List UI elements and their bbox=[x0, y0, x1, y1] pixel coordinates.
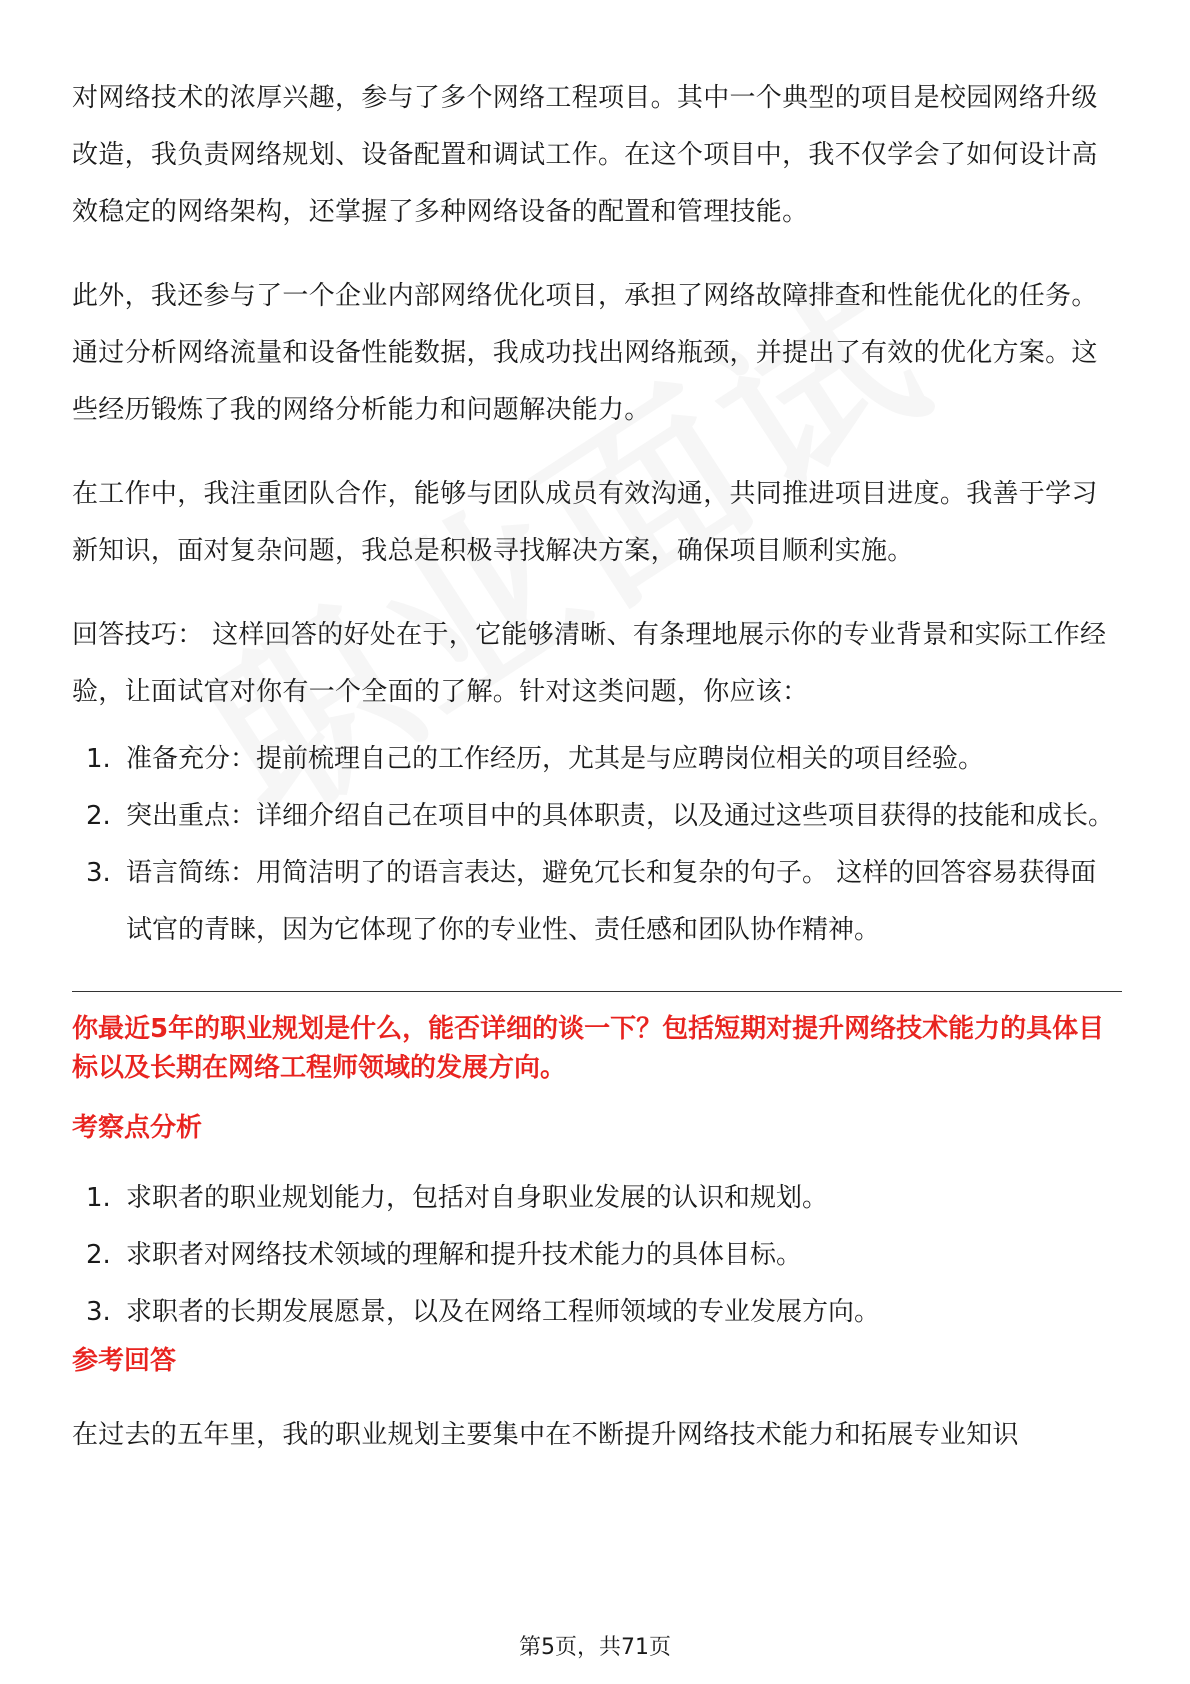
list-item bbox=[72, 1284, 1122, 1341]
answer-paragraph: 在过去的五年里，我的职业规划主要集中在不断提升网络技术能力和拓展专业知识 bbox=[72, 1420, 1019, 1450]
answer-heading: 参考回答 bbox=[72, 1346, 177, 1376]
list-item-text: 准备充分：提前梳理自己的工作经历，尤其是与应聘岗位相关的项目经验。 bbox=[126, 744, 985, 774]
list-item-text: 求职者对网络技术领域的理解和提升技术能力的具体目标。 bbox=[126, 1240, 803, 1270]
list-item-text: 求职者的职业规划能力，包括对自身职业发展的认识和规划。 bbox=[126, 1183, 829, 1213]
list-item bbox=[72, 1170, 1122, 1227]
tips-intro-paragraph: 回答技巧： 这样回答的好处在于，它能够清晰、有条理地展示你的专业背景和实际工作经验，让面试官对你有一个全面的了解。针对这类问题，你应该： bbox=[72, 620, 1107, 707]
list-item-text: 突出重点：详细介绍自己在项目中的具体职责，以及通过这些项目获得的技能和成长。 bbox=[126, 801, 1115, 831]
list-item-text: 求职者的长期发展愿景，以及在网络工程师领域的专业发展方向。 bbox=[126, 1297, 881, 1327]
list-number: 2. bbox=[86, 801, 111, 831]
analysis-list bbox=[72, 1170, 1122, 1341]
interview-question: 你最近5年的职业规划是什么，能否详细的谈一下？包括短期对提升网络技术能力的具体目标以及长期在网络工程师领域的发展方向。 bbox=[72, 1014, 1105, 1083]
document-page bbox=[72, 70, 1122, 1491]
section-divider bbox=[72, 991, 1122, 992]
list-item-text: 语言简练：用简洁明了的语言表达，避免冗长和复杂的句子。 这样的回答容易获得面试官的青睐，因为它体现了你的专业性、责任感和团队协作精神。 bbox=[126, 858, 1097, 945]
paragraph: 此外，我还参与了一个企业内部网络优化项目，承担了网络故障排查和性能优化的任务。通过分析网络流量和设备性能数据，我成功找出网络瓶颈，并提出了有效的优化方案。这些经历锻炼了我的网络分析能力和问题解决能力。 bbox=[72, 281, 1098, 425]
list-number: 3. bbox=[86, 858, 111, 888]
paragraph: 在工作中，我注重团队合作，能够与团队成员有效沟通，共同推进项目进度。我善于学习新知识，面对复杂问题，我总是积极寻找解决方案，确保项目顺利实施。 bbox=[72, 479, 1098, 566]
page-footer: 第5页，共71页 bbox=[519, 1635, 671, 1660]
list-item bbox=[72, 1227, 1122, 1284]
list-number: 1. bbox=[86, 744, 111, 774]
list-number: 1. bbox=[86, 1183, 111, 1213]
list-item bbox=[72, 788, 1122, 845]
list-item bbox=[72, 845, 1122, 959]
list-item bbox=[72, 731, 1122, 788]
analysis-heading: 考察点分析 bbox=[72, 1113, 203, 1143]
list-number: 3. bbox=[86, 1297, 111, 1327]
tips-list bbox=[72, 731, 1122, 959]
paragraph: 对网络技术的浓厚兴趣，参与了多个网络工程项目。其中一个典型的项目是校园网络升级改造，我负责网络规划、设备配置和调试工作。在这个项目中，我不仅学会了如何设计高效稳定的网络架构，还掌握了多种网络设备的配置和管理技能。 bbox=[72, 83, 1098, 227]
list-number: 2. bbox=[86, 1240, 111, 1270]
